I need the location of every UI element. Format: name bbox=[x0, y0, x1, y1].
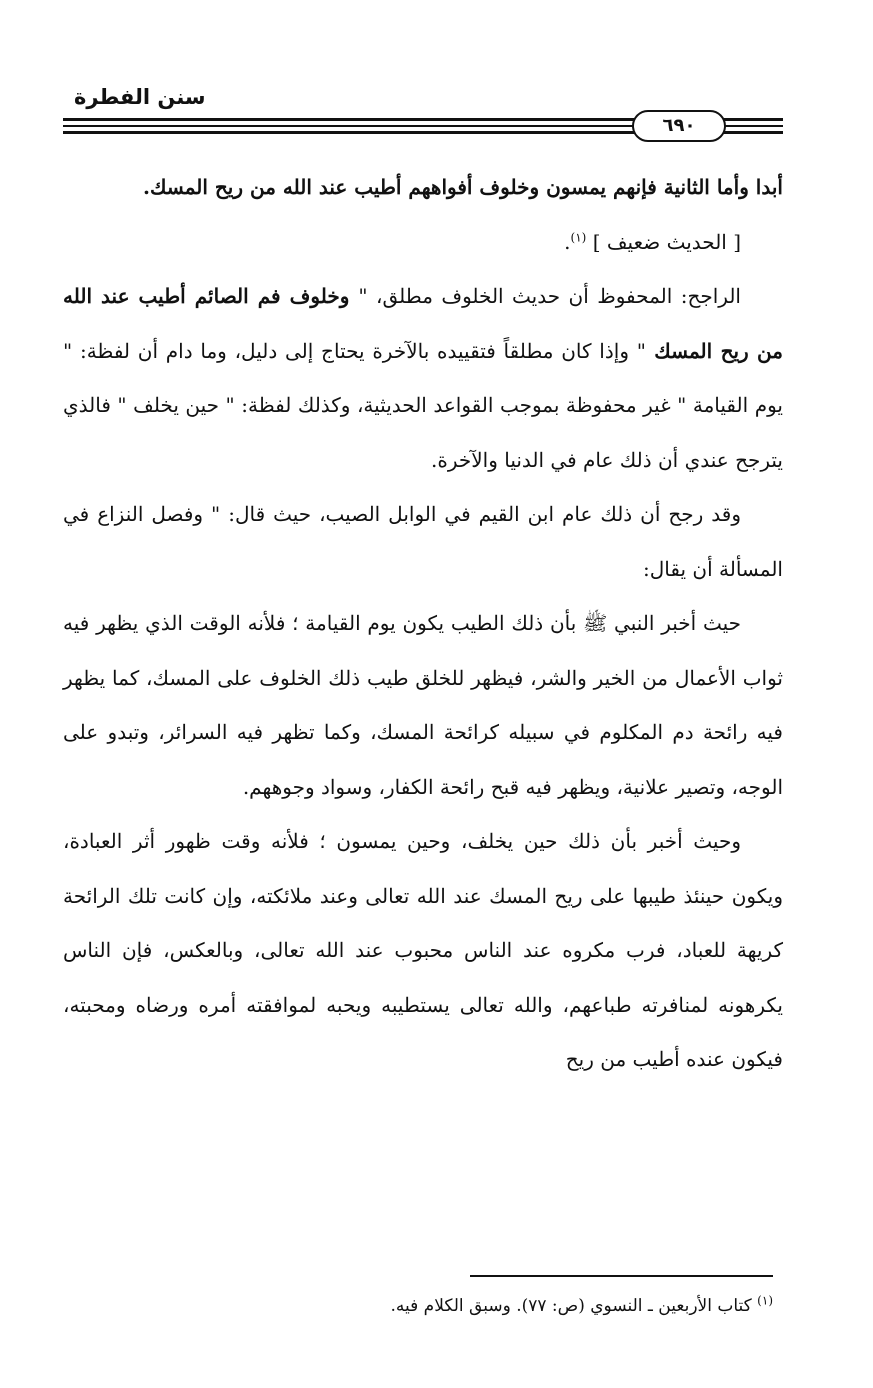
paragraph: وحيث أخبر بأن ذلك حين يخلف، وحين يمسون ؛ فلأنه وقت ظهور أثر العبادة، ويكون حينئذ طيبها على ريح المسك عند الله تعالى وعند ملائكته، وإن كانت تلك الرائحة كريهة للعباد، فرب مكروه عند الناس محبوب عند الله تعالى، وبالعكس، فإن الناس يكرهونه لمنافرته طباعهم، والله تعالى يستطيبه ويحبه لموافقته أمره ورضاه ومحبته، فيكون عنده أطيب من ريح bbox=[63, 829, 783, 1071]
weak-hadith-note: [ الحديث ضعيف ] bbox=[592, 229, 741, 254]
hadith-quote: وخلوف فم الصائم أطيب عند الله من ريح المسك bbox=[63, 284, 783, 363]
page-number: ٦٩٠ bbox=[632, 110, 726, 142]
paragraph: حيث أخبر النبي ﷺ بأن ذلك الطيب يكون يوم القيامة ؛ فلأنه الوقت الذي يظهر فيه ثواب الأعمال من الخير والشر، فيظهر للخلق طيب ذلك الخلوف على المسك، كما يظهر فيه رائحة دم المكلوم في سبيله كرائحة المسك، وكما تظهر فيه السرائر، وتبدو على الوجه، وتصير علانية، ويظهر فيه قبح رائحة الكفار، وسواد وجوههم. bbox=[63, 611, 783, 799]
page-header bbox=[0, 0, 873, 150]
footnote-reference: (١) bbox=[570, 229, 587, 244]
body-text bbox=[63, 160, 783, 1087]
footnote-text: كتاب الأربعين ـ النسوي (ص: ٧٧). وسبق الكلام فيه. bbox=[390, 1296, 752, 1316]
paragraph-preferred-view bbox=[63, 269, 783, 487]
footnote-marker: (١) bbox=[757, 1293, 773, 1308]
paragraph: أبدا وأما الثانية فإنهم يمسون وخلوف أفواههم أطيب عند الله من ريح المسك. bbox=[143, 175, 783, 199]
footnote-separator bbox=[470, 1275, 773, 1277]
text-run: الراجح: المحفوظ أن حديث الخلوف مطلق، " bbox=[358, 284, 741, 308]
text-run: " وإذا كان مطلقاً فتقييده بالآخرة يحتاج إلى دليل، وما دام أن لفظة: " يوم القيامة " غير محفوظة بموجب القواعد الحديثية، وكذلك لفظة: " حين يخلف " فالذي يترجح عندي أن ذلك عام في الدنيا والآخرة. bbox=[63, 338, 783, 472]
paragraph-weak-hadith: [ الحديث ضعيف ] $^{(١)}$. bbox=[564, 229, 741, 254]
book-title: سنن الفطرة bbox=[74, 85, 206, 109]
paragraph: وقد رجح أن ذلك عام ابن القيم في الوابل الصيب، حيث قال: " وفصل النزاع في المسألة أن يقال: bbox=[63, 502, 783, 581]
footnote bbox=[150, 1290, 773, 1322]
